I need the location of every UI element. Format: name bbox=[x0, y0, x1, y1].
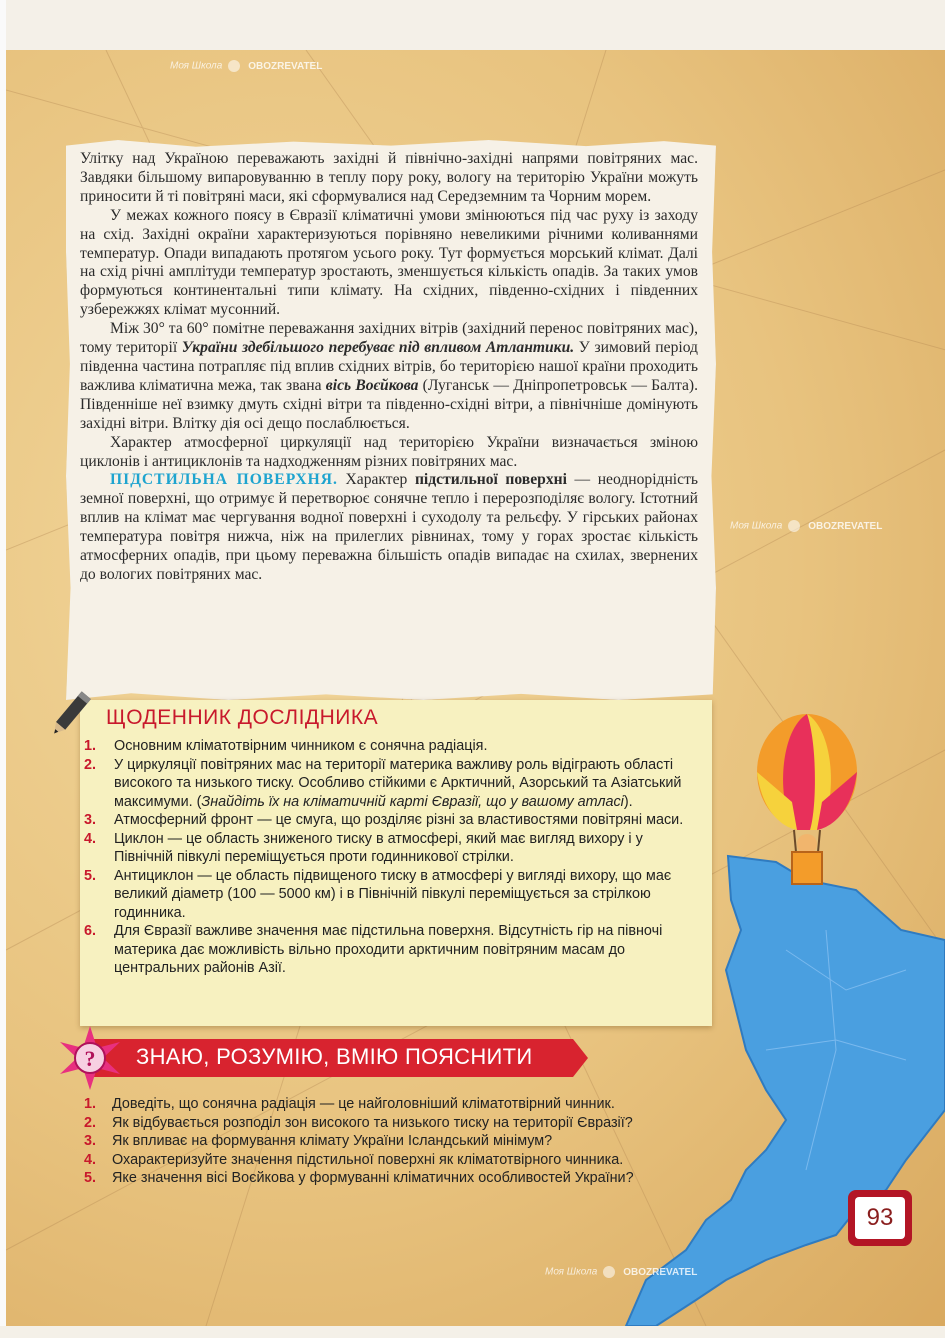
watermark-brand: OBOZREVATEL bbox=[808, 520, 883, 532]
p3-voeikov-axis: вісь Воєйкова bbox=[325, 376, 419, 394]
watermark bbox=[170, 60, 322, 72]
diary-item-text: У циркуляції повітряних мас на території материка важливу роль відіграють області високого та низького тиску. Особливо стійкими є Арктичний, Азорський та Азіатський максимуми. ( bbox=[114, 756, 682, 810]
question-text: Доведіть, що сонячна радіація — це найголовніший кліматотвірний чинник. bbox=[112, 1096, 615, 1112]
diary-list bbox=[84, 737, 694, 978]
hot-air-balloon-icon bbox=[752, 712, 862, 892]
question-item bbox=[84, 1132, 704, 1151]
watermark bbox=[545, 1266, 697, 1278]
main-text-block bbox=[80, 150, 698, 585]
bottom-margin bbox=[0, 1326, 945, 1338]
question-number: 1. bbox=[84, 1096, 97, 1112]
p3-part-a: Між 30° та 60° помітне переважання західних вітрів (західний перенос повітряних мас), тому території bbox=[80, 320, 698, 357]
diary-item-text: Антициклон — це область підвищеного тиску в атмосфері у вигляді вихору, що має великий діаметр (100 — 5000 км) і в Північній півкулі переміщується за стрілкою годинника. bbox=[114, 867, 672, 921]
questions-list bbox=[84, 1095, 704, 1188]
p5-term: підстильної поверхні bbox=[414, 471, 567, 489]
diary-item-number: 3. bbox=[84, 812, 97, 828]
question-text: Як відбувається розподіл зон високого та низького тиску на території Євразії? bbox=[112, 1114, 633, 1131]
diary-item bbox=[84, 922, 694, 978]
pencil-icon bbox=[46, 690, 96, 740]
p3-atlantic-emphasis: України здебільшого перебуває під впливом Атлантики. bbox=[181, 339, 575, 357]
question-number: 5. bbox=[84, 1170, 97, 1186]
watermark-text: Моя Школа bbox=[170, 60, 223, 72]
diary-item-number: 6. bbox=[84, 923, 97, 939]
paragraph-5 bbox=[80, 471, 698, 584]
watermark bbox=[730, 520, 882, 532]
p5-part-a: Характер bbox=[337, 471, 415, 489]
question-star-icon bbox=[58, 1026, 122, 1090]
paragraph-1: Улітку над Україною переважають західні й північно-західні напрями повітряних мас. Завдяки більшому випаровуванню в теплу пору року, вологу на територію України можуть приносити й ті повітряні маси, які сформувалися над Середземним та Чорним морем. bbox=[80, 150, 698, 205]
diary-item-text: Для Євразії важливе значення має підстильна поверхня. Відсутність гір на півночі материка дає можливість вільно проходити арктичним повітряним масам до центральних районів Азії. bbox=[114, 923, 663, 976]
watermark-logo-icon bbox=[788, 520, 800, 532]
diary-item-text: Атмосферний фронт — це смуга, що розділяє різні за властивостями повітряні маси. bbox=[114, 812, 684, 828]
p3-part-e: (Луганськ — Дніпропетровськ — Балта). Південніше неї взимку дмуть східні вітри та південно-східні вітри, а північніше домінують західні вітри. Влітку дія осі дещо послаблюється. bbox=[80, 376, 698, 432]
paragraph-2: У межах кожного поясу в Євразії кліматичні умови змінюються під час руху із заходу на схід. Західні окраїни характеризуються порівняно невеликими річними коливаннями температур. Опади випадають протягом усього року. Тут формується морський клімат. Далі на схід річні амплітуди температур зростають, зменшується кількість опадів. За таких умов формуються континентальні типи клімату. На східних, південно-східних і південних узбережжях клімат мусонний. bbox=[80, 206, 698, 319]
diary-item-italic: Знайдіть їх на кліматичній карті Євразії, що у вашому атласі bbox=[201, 793, 624, 810]
diary-item-tail: ). bbox=[623, 793, 633, 810]
diary-item-text: Основним кліматотвірним чинником є сонячна радіація. bbox=[114, 738, 488, 754]
question-item bbox=[84, 1169, 704, 1188]
diary-item bbox=[84, 756, 694, 812]
watermark-logo-icon bbox=[228, 60, 240, 72]
watermark-text: Моя Школа bbox=[545, 1266, 598, 1278]
question-mark-label: ? bbox=[84, 1046, 96, 1071]
diary-item bbox=[84, 811, 694, 830]
questions-title: ЗНАЮ, РОЗУМІЮ, ВМІЮ ПОЯСНИТИ bbox=[136, 1044, 533, 1069]
watermark-text: Моя Школа bbox=[730, 520, 783, 532]
top-margin bbox=[0, 0, 945, 50]
diary-item-number: 2. bbox=[84, 756, 97, 773]
paragraph-4: Характер атмосферної циркуляції над територією України визначається зміною циклонів і антициклонів та надходженням різних повітряних мас. bbox=[80, 433, 698, 470]
watermark-brand: OBOZREVATEL bbox=[248, 60, 323, 72]
question-number: 3. bbox=[84, 1133, 97, 1149]
question-item bbox=[84, 1151, 704, 1170]
diary-item bbox=[84, 830, 694, 867]
watermark-logo-icon bbox=[603, 1266, 615, 1278]
p3-part-c: У зимовий період південна частина потрапляє під вплив східних вітрів, бо територією нашої країни проходить важлива кліматична межа, так звана bbox=[80, 339, 698, 394]
diary-item bbox=[84, 867, 694, 923]
surface-heading: ПІДСТИЛЬНА ПОВЕРХНЯ. bbox=[110, 471, 338, 489]
diary-item-text: Циклон — це область зниженого тиску в атмосфері, який має вигляд вихору і у Північній півкулі переміщується проти годинникової стрілки. bbox=[114, 830, 643, 865]
diary-title: ЩОДЕННИК ДОСЛІДНИКА bbox=[106, 706, 379, 729]
question-item bbox=[84, 1095, 704, 1114]
question-text: Як впливає на формування клімату України Ісландський мінімум? bbox=[112, 1133, 553, 1149]
question-text: Яке значення вісі Воєйкова у формуванні кліматичних особливостей України? bbox=[112, 1170, 634, 1186]
paragraph-3 bbox=[80, 320, 698, 433]
watermark-brand: OBOZREVATEL bbox=[623, 1266, 698, 1278]
diary-item bbox=[84, 737, 694, 756]
question-text: Охарактеризуйте значення підстильної поверхні як кліматотвірного чинника. bbox=[112, 1151, 624, 1168]
diary-item-number: 4. bbox=[84, 830, 97, 847]
p5-part-c: — неоднорідність земної поверхні, що отримує й перетворює сонячне тепло і перерозподіляє вологу. Істотний вплив на клімат має чергування водної поверхні і суходолу та рельєфу. У гірських районах температура повітря нижча, ніж на прилеглих рівнинах, тому у горах зростає кількість атмосферних опадів, при цьому переважна більшість опадів випадає на схилах, звернених до вологих повітряних мас. bbox=[80, 471, 698, 583]
diary-item-number: 1. bbox=[84, 738, 97, 754]
diary-item-number: 5. bbox=[84, 867, 97, 884]
question-number: 4. bbox=[84, 1151, 97, 1168]
page-number: 93 bbox=[855, 1197, 905, 1239]
question-number: 2. bbox=[84, 1114, 97, 1131]
question-item bbox=[84, 1114, 704, 1133]
